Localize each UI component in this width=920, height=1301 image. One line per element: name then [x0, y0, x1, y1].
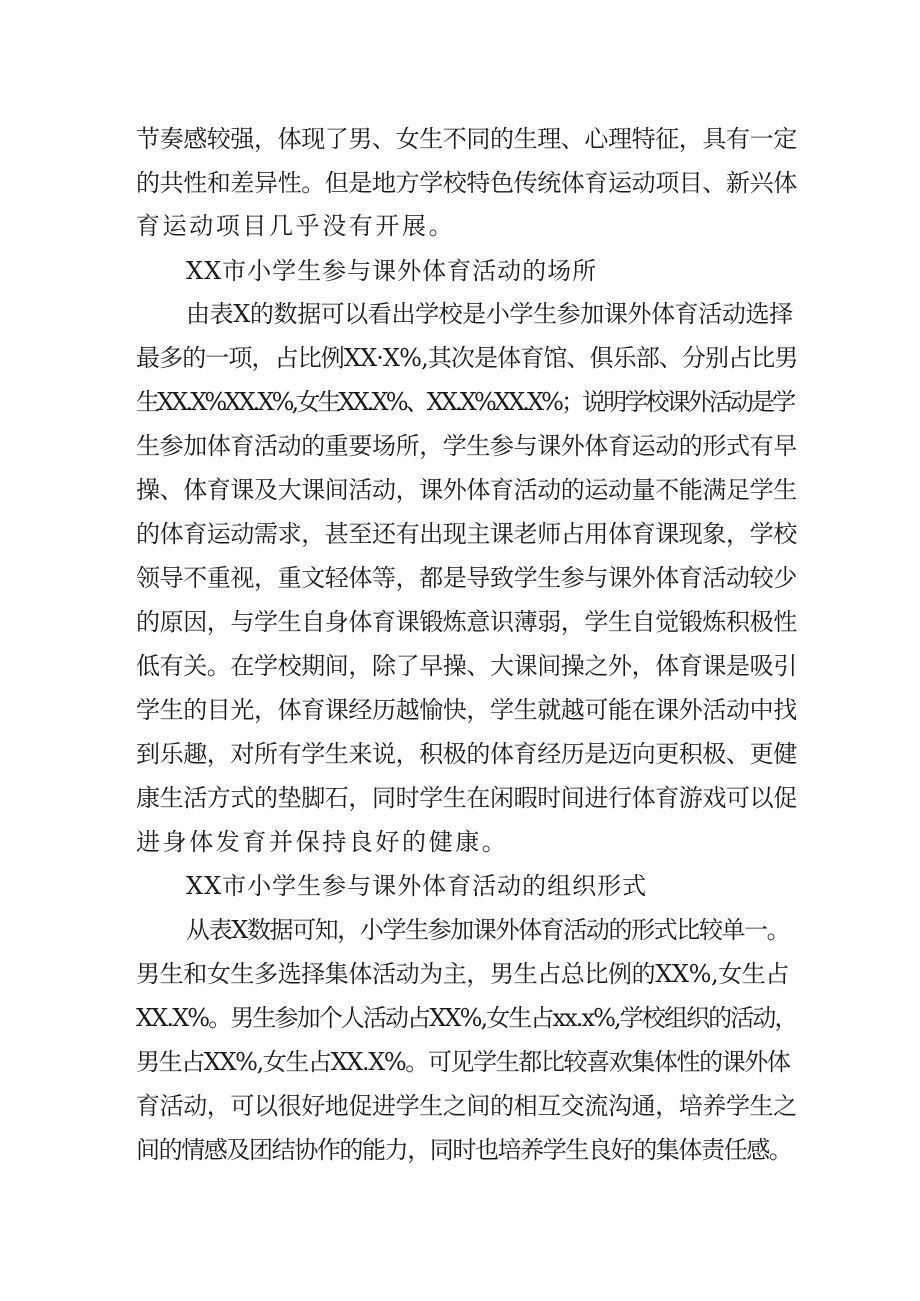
paragraph-2-line-5: 操、体育课及大课间活动，课外体育活动的运动量不能满足学生	[136, 476, 797, 504]
paragraph-3-line-5: 育活动，可以很好地促进学生之间的相互交流沟通，培养学生之	[136, 1092, 797, 1120]
paragraph-2-line-13: 进身体发育并保持良好的健康。	[136, 828, 509, 856]
section-heading-venues: XX市小学生参与课外体育活动的场所	[186, 257, 598, 285]
paragraph-3-line-1: 从表X数据可知，小学生参加课外体育活动的形式比较单一。	[186, 916, 790, 944]
paragraph-3-line-4: 男生占XX%,女生占XX.X%。可见学生都比较喜欢集体性的课外体	[136, 1048, 790, 1076]
paragraph-2-line-6: 的体育运动需求，甚至还有出现主课老师占用体育课现象，学校	[136, 520, 797, 548]
paragraph-2-line-7: 领导不重视，重文轻体等，都是导致学生参与课外体育活动较少	[136, 564, 797, 592]
paragraph-1-line-1: 节奏感较强，体现了男、女生不同的生理、心理特征，具有一定	[136, 125, 797, 153]
paragraph-3-line-2: 男生和女生多选择集体活动为主，男生占总比例的XX%,女生占	[136, 960, 790, 988]
paragraph-3-line-6: 间的情感及团结协作的能力，同时也培养学生良好的集体责任感。	[136, 1136, 792, 1164]
paragraph-2-line-2: 最多的一项，占比例XX·X%,其次是体育馆、俱乐部、分别占比男	[136, 344, 798, 372]
section-heading-organization: XX市小学生参与课外体育活动的组织形式	[186, 872, 648, 900]
paragraph-2-line-9: 低有关。在学校期间，除了早操、大课间操之外，体育课是吸引	[136, 652, 797, 680]
paragraph-2-line-3: 生XX.X%XX.X%,女生XX.X%、XX.X%XX.X%；说明学校课外活动是学	[136, 388, 794, 416]
paragraph-2-line-1: 由表X的数据可以看出学校是小学生参加课外体育活动选择	[186, 300, 793, 328]
paragraph-2-line-10: 学生的目光，体育课经历越愉快，学生就越可能在课外活动中找	[136, 696, 797, 724]
paragraph-2-line-11: 到乐趣，对所有学生来说，积极的体育经历是迈向更积极、更健	[136, 740, 797, 768]
paragraph-2-line-8: 的原因，与学生自身体育课锻炼意识薄弱，学生自觉锻炼积极性	[136, 608, 797, 636]
paragraph-1-line-3: 育运动项目几乎没有开展。	[136, 212, 456, 240]
paragraph-1-line-2: 的共性和差异性。但是地方学校特色传统体育运动项目、新兴体	[136, 169, 797, 197]
paragraph-2-line-12: 康生活方式的垫脚石，同时学生在闲暇时间进行体育游戏可以促	[136, 784, 797, 812]
paragraph-3-line-3: XX.X%。男生参加个人活动占XX%,女生占xx.x%,学校组织的活动，	[136, 1004, 797, 1032]
paragraph-2-line-4: 生参加体育活动的重要场所，学生参与课外体育运动的形式有早	[136, 432, 797, 460]
